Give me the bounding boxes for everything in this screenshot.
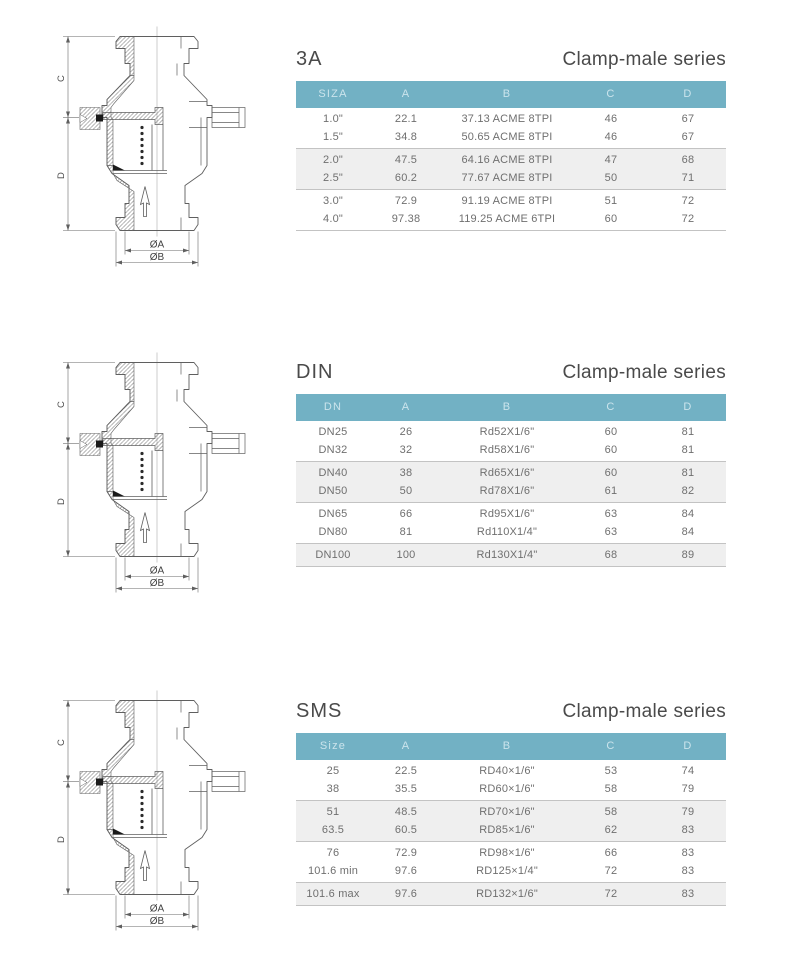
table-cell: 47.5 bbox=[394, 154, 418, 166]
row-group bbox=[296, 190, 726, 230]
table-cell: 63 bbox=[604, 508, 618, 520]
table-cell: 34.8 bbox=[394, 131, 418, 143]
table-cell: RD98×1/6" bbox=[479, 847, 535, 859]
table-cell: 53 bbox=[604, 765, 618, 777]
table-cell: DN100 bbox=[315, 549, 351, 561]
table-cell: 72.9 bbox=[394, 195, 418, 207]
row-group bbox=[296, 148, 726, 190]
table-cell: 66 bbox=[604, 847, 618, 859]
table-cell: 97.38 bbox=[391, 213, 421, 225]
column-header: A bbox=[401, 88, 411, 100]
table-cell: 51 bbox=[326, 806, 340, 818]
table-row bbox=[296, 762, 726, 780]
column-header: D bbox=[683, 401, 693, 413]
table-row bbox=[296, 803, 726, 821]
table-cell: 60 bbox=[604, 444, 618, 456]
column-header-bar bbox=[296, 394, 726, 421]
row-group bbox=[296, 882, 726, 906]
series-label: Clamp-male series bbox=[562, 701, 726, 722]
table-cell: 1.5" bbox=[323, 131, 343, 143]
table-cell: 79 bbox=[681, 806, 695, 818]
table-cell: 84 bbox=[681, 526, 695, 538]
table-cell: 35.5 bbox=[394, 783, 418, 795]
column-header: B bbox=[502, 88, 512, 100]
table-cell: 3.0" bbox=[323, 195, 343, 207]
table-cell: 63.5 bbox=[321, 824, 345, 836]
table-cell: 32 bbox=[399, 444, 413, 456]
table-cell: 101.6 min bbox=[307, 865, 359, 877]
table-cell: 48.5 bbox=[394, 806, 418, 818]
table-row bbox=[296, 210, 726, 228]
table-cell: 81 bbox=[681, 444, 695, 456]
table-row bbox=[296, 423, 726, 441]
table-cell: 4.0" bbox=[323, 213, 343, 225]
table-cell: 72.9 bbox=[394, 847, 418, 859]
table-cell: 119.25 ACME 6TPI bbox=[458, 213, 556, 225]
table-cell: RD132×1/6" bbox=[476, 888, 538, 900]
table-cell: 81 bbox=[399, 526, 413, 538]
table-cell: Rd52X1/6" bbox=[479, 426, 535, 438]
table-cell: 83 bbox=[681, 888, 695, 900]
table-cell: 97.6 bbox=[394, 888, 418, 900]
table-cell: 60.5 bbox=[394, 824, 418, 836]
table-cell: 22.5 bbox=[394, 765, 418, 777]
column-header: C bbox=[606, 740, 616, 752]
table-cell: 62 bbox=[604, 824, 618, 836]
spec-table-3a bbox=[296, 48, 726, 231]
column-header: A bbox=[401, 740, 411, 752]
row-group bbox=[296, 842, 726, 882]
table-cell: 67 bbox=[681, 131, 695, 143]
table-cell: 60 bbox=[604, 467, 618, 479]
table-row bbox=[296, 110, 726, 128]
column-header: D bbox=[683, 88, 693, 100]
table-row bbox=[296, 441, 726, 459]
table-cell: RD125×1/4" bbox=[476, 865, 538, 877]
column-header: B bbox=[502, 740, 512, 752]
table-header-row-3a bbox=[296, 48, 726, 72]
table-cell: Rd58X1/6" bbox=[479, 444, 535, 456]
table-cell: 50 bbox=[604, 172, 618, 184]
table-cell: 61 bbox=[604, 485, 618, 497]
table-cell: 63 bbox=[604, 526, 618, 538]
table-cell: Rd130X1/4" bbox=[476, 549, 538, 561]
table-row bbox=[296, 505, 726, 523]
column-header: C bbox=[606, 401, 616, 413]
table-row bbox=[296, 151, 726, 169]
column-header: Size bbox=[319, 740, 347, 752]
table-title: 3A bbox=[296, 48, 323, 70]
table-cell: RD85×1/6" bbox=[479, 824, 535, 836]
table-cell: 72 bbox=[681, 213, 695, 225]
column-header: SIZA bbox=[318, 88, 348, 100]
table-cell: 25 bbox=[326, 765, 340, 777]
table-row bbox=[296, 862, 726, 880]
table-title: SMS bbox=[296, 700, 343, 722]
table-cell: 50.65 ACME 8TPI bbox=[461, 131, 553, 143]
table-cell: 58 bbox=[604, 806, 618, 818]
table-row bbox=[296, 885, 726, 903]
row-group bbox=[296, 421, 726, 461]
table-cell: 58 bbox=[604, 783, 618, 795]
table-cell: 60 bbox=[604, 426, 618, 438]
table-cell: 89 bbox=[681, 549, 695, 561]
row-group bbox=[296, 503, 726, 543]
table-cell: 68 bbox=[604, 549, 618, 561]
row-group bbox=[296, 108, 726, 148]
table-cell: 83 bbox=[681, 824, 695, 836]
row-group bbox=[296, 461, 726, 503]
table-cell: 79 bbox=[681, 783, 695, 795]
table-header-row-din bbox=[296, 361, 726, 385]
column-header: D bbox=[683, 740, 693, 752]
table-cell: 50 bbox=[399, 485, 413, 497]
valve-drawing-sms bbox=[55, 686, 255, 934]
valve-drawing-3a bbox=[55, 22, 255, 270]
table-cell: 72 bbox=[681, 195, 695, 207]
table-row bbox=[296, 482, 726, 500]
table-cell: 72 bbox=[604, 865, 618, 877]
table-cell: 37.13 ACME 8TPI bbox=[461, 113, 553, 125]
column-header: C bbox=[606, 88, 616, 100]
table-cell: 82 bbox=[681, 485, 695, 497]
table-cell: 81 bbox=[681, 467, 695, 479]
spec-table-sms bbox=[296, 700, 726, 906]
table-cell: 46 bbox=[604, 131, 618, 143]
table-cell: Rd110X1/4" bbox=[476, 526, 538, 538]
table-cell: DN50 bbox=[318, 485, 348, 497]
table-cell: 46 bbox=[604, 113, 618, 125]
table-cell: DN40 bbox=[318, 467, 348, 479]
table-cell: 60 bbox=[604, 213, 618, 225]
table-cell: 83 bbox=[681, 847, 695, 859]
table-cell: 66 bbox=[399, 508, 413, 520]
row-group bbox=[296, 800, 726, 842]
table-cell: 71 bbox=[681, 172, 695, 184]
table-cell: RD60×1/6" bbox=[479, 783, 535, 795]
table-row bbox=[296, 780, 726, 798]
table-cell: 2.5" bbox=[323, 172, 343, 184]
table-row bbox=[296, 523, 726, 541]
table-body bbox=[296, 760, 726, 906]
table-cell: DN25 bbox=[318, 426, 348, 438]
table-row bbox=[296, 546, 726, 564]
series-label: Clamp-male series bbox=[562, 362, 726, 383]
table-cell: 22.1 bbox=[394, 113, 418, 125]
table-cell: Rd65X1/6" bbox=[479, 467, 535, 479]
table-body bbox=[296, 421, 726, 567]
column-header-bar bbox=[296, 81, 726, 108]
column-header: A bbox=[401, 401, 411, 413]
table-cell: Rd95X1/6" bbox=[479, 508, 535, 520]
table-cell: 2.0" bbox=[323, 154, 343, 166]
table-cell: 91.19 ACME 8TPI bbox=[461, 195, 553, 207]
table-cell: 83 bbox=[681, 865, 695, 877]
table-cell: 26 bbox=[399, 426, 413, 438]
table-cell: RD70×1/6" bbox=[479, 806, 535, 818]
table-cell: 1.0" bbox=[323, 113, 343, 125]
column-header: B bbox=[502, 401, 512, 413]
valve-drawing-din bbox=[55, 348, 255, 596]
table-cell: 97.6 bbox=[394, 865, 418, 877]
table-cell: 100 bbox=[396, 549, 416, 561]
table-cell: 101.6 max bbox=[306, 888, 360, 900]
table-cell: 47 bbox=[604, 154, 618, 166]
table-cell: 84 bbox=[681, 508, 695, 520]
table-row bbox=[296, 192, 726, 210]
table-cell: DN65 bbox=[318, 508, 348, 520]
table-cell: Rd78X1/6" bbox=[479, 485, 535, 497]
table-cell: RD40×1/6" bbox=[479, 765, 535, 777]
row-group bbox=[296, 760, 726, 800]
table-cell: 81 bbox=[681, 426, 695, 438]
row-group bbox=[296, 543, 726, 567]
table-row bbox=[296, 821, 726, 839]
table-cell: 38 bbox=[326, 783, 340, 795]
table-cell: 38 bbox=[399, 467, 413, 479]
table-cell: 74 bbox=[681, 765, 695, 777]
column-header: DN bbox=[323, 401, 343, 413]
table-row bbox=[296, 464, 726, 482]
table-row bbox=[296, 169, 726, 187]
table-body bbox=[296, 108, 726, 231]
table-cell: 77.67 ACME 8TPI bbox=[461, 172, 553, 184]
spec-table-din bbox=[296, 361, 726, 567]
table-cell: DN80 bbox=[318, 526, 348, 538]
table-cell: 51 bbox=[604, 195, 618, 207]
table-header-row-sms bbox=[296, 700, 726, 724]
table-row bbox=[296, 844, 726, 862]
table-cell: 72 bbox=[604, 888, 618, 900]
table-cell: 76 bbox=[326, 847, 340, 859]
series-label: Clamp-male series bbox=[562, 49, 726, 70]
table-cell: 64.16 ACME 8TPI bbox=[461, 154, 553, 166]
column-header-bar bbox=[296, 733, 726, 760]
table-title: DIN bbox=[296, 361, 334, 383]
table-cell: 67 bbox=[681, 113, 695, 125]
table-cell: 68 bbox=[681, 154, 695, 166]
table-cell: DN32 bbox=[318, 444, 348, 456]
table-row bbox=[296, 128, 726, 146]
table-cell: 60.2 bbox=[394, 172, 418, 184]
